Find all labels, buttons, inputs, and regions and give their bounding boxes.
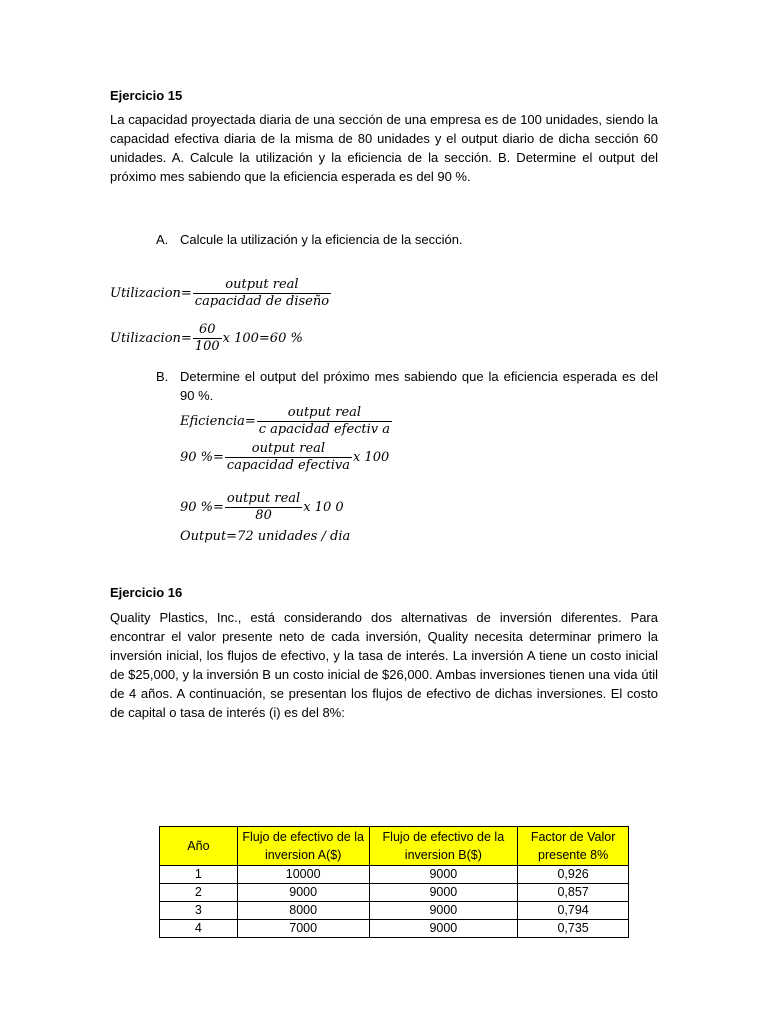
eq5-denominator: 80 <box>255 508 272 523</box>
cell-flujo-b: 9000 <box>369 884 518 902</box>
cell-ano: 4 <box>160 920 238 938</box>
item-a <box>156 230 658 250</box>
eq4-lhs: 90 %= <box>180 450 224 465</box>
eq2-denominator: 100 <box>194 339 220 354</box>
eq4-denominator: capacidad efectiva <box>226 458 350 473</box>
eq2-numerator: 60 <box>193 322 222 339</box>
eq3-fraction <box>257 405 392 438</box>
table-row <box>160 902 629 920</box>
header-factor: Factor de Valor presente 8% <box>518 827 629 866</box>
eq2-lhs: Utilizacion= <box>110 331 192 346</box>
header-ano: Año <box>160 827 238 866</box>
cell-flujo-a: 10000 <box>237 866 369 884</box>
cell-ano: 1 <box>160 866 238 884</box>
cell-flujo-a: 8000 <box>237 902 369 920</box>
eq4-rhs: x 100 <box>352 450 390 465</box>
cell-flujo-a: 7000 <box>237 920 369 938</box>
header-flujo-a: Flujo de efectivo de la inversion A($) <box>237 827 369 866</box>
cell-flujo-b: 9000 <box>369 902 518 920</box>
item-b-text: Determine el output del próximo mes sabiendo que la eficiencia esperada es del 90 %. <box>180 369 658 403</box>
table-row <box>160 866 629 884</box>
exercise-15-paragraph: La capacidad proyectada diaria de una sección de una empresa es de 100 unidades, siendo la capacidad efectiva diaria de la misma de 80 unidades y el output diario de dicha sección 60 unidades. A. Calcule la utilización y la eficiencia de la sección. B. Determine el output del próximo mes sabiendo que la eficiencia esperada es del 90 %. <box>110 112 658 184</box>
header-flujo-b: Flujo de efectivo de la inversion B($) <box>369 827 518 866</box>
item-a-text: Calcule la utilización y la eficiencia de la sección. <box>180 232 463 247</box>
eq5-fraction <box>225 491 302 524</box>
equation-eficiencia-formula <box>180 405 393 438</box>
cell-flujo-b: 9000 <box>369 866 518 884</box>
eq4-numerator: output real <box>225 441 352 458</box>
equation-output-result: Output=72 unidades / dia <box>180 529 351 544</box>
exercise-16-title: Ejercicio 16 <box>110 585 183 600</box>
cash-flow-table <box>159 826 629 938</box>
eq2-rhs: x 100=60 % <box>222 331 303 346</box>
eq3-denominator: c apacidad efectiv a <box>258 422 391 437</box>
equation-output-80 <box>180 491 344 524</box>
item-b <box>156 367 658 407</box>
eq1-denominator: capacidad de diseño <box>194 294 330 309</box>
eq2-fraction <box>193 322 222 355</box>
cell-factor: 0,857 <box>518 884 629 902</box>
eq5-rhs: x 10 0 <box>303 500 344 515</box>
cell-ano: 3 <box>160 902 238 920</box>
item-a-label: A. <box>156 232 169 247</box>
cell-flujo-a: 9000 <box>237 884 369 902</box>
eq3-lhs: Eficiencia= <box>180 414 256 429</box>
eq5-numerator: output real <box>226 491 301 506</box>
exercise-16-paragraph: Quality Plastics, Inc., está considerando dos alternativas de inversión diferentes. Para encontrar el valor presente neto de cada inversión, Quality necesita determinar primero la inversión inicial, los flujos de efectivo, y la tasa de interés. La inversión A tiene un costo inicial de $25,000, y la inversión B un costo inicial de $26,000. Ambas inversiones tienen una vida útil de 4 años. A continuación, se presentan los flujos de efectivo de dichas inversiones. El costo de capital o tasa de interés (i) es del 8%: <box>110 610 658 720</box>
exercise-15-title: Ejercicio 15 <box>110 88 183 103</box>
cell-ano: 2 <box>160 884 238 902</box>
cell-factor: 0,794 <box>518 902 629 920</box>
equation-eficiencia-90 <box>180 441 389 474</box>
eq1-fraction <box>193 277 331 310</box>
equation-utilizacion-formula <box>110 277 332 310</box>
eq3-numerator: output real <box>257 405 392 422</box>
cell-flujo-b: 9000 <box>369 920 518 938</box>
table-header-row <box>160 827 629 866</box>
table-row <box>160 920 629 938</box>
eq5-lhs: 90 %= <box>180 500 224 515</box>
eq4-fraction <box>225 441 352 474</box>
item-b-label: B. <box>156 369 169 384</box>
equation-utilizacion-result <box>110 322 303 355</box>
cell-factor: 0,926 <box>518 866 629 884</box>
cell-factor: 0,735 <box>518 920 629 938</box>
table-row <box>160 884 629 902</box>
eq1-numerator: output real <box>193 277 331 294</box>
eq1-lhs: Utilizacion= <box>110 286 192 301</box>
